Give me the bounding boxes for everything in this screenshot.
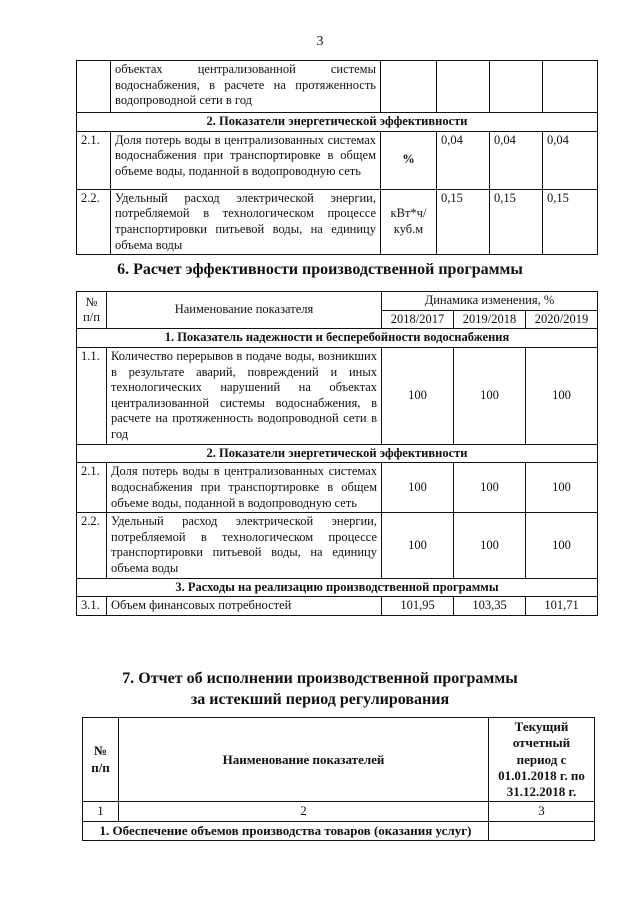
section-reliability: 1. Показатель надежности и бесперебойности водоснабжения — [77, 329, 598, 348]
section-production-volume: 1. Обеспечение объемов производства товаров (оказания услуг) — [83, 821, 489, 840]
table-row: 3.1. Объем финансовых потребностей 101,95 103,35 101,71 — [77, 597, 598, 616]
table-row: 2.2. Удельный расход электрической энергии, потребляемой в технологическом процессе транспортировки питьевой воды, на единицу объема воды кВт*ч/ куб.м 0,15 0,15 0,15 — [77, 189, 598, 255]
col-num-header: № п/п — [77, 292, 107, 329]
col-num-header: № п/п — [83, 718, 119, 802]
efficiency-table: № п/п Наименование показателя Динамика изменения, % 2018/2017 2019/2018 2020/2019 1. Показатель надежности и бесперебойности водоснабжения 1.1. Количество перерывов в подаче воды, возникших в результате аварий, повреждений и иных технологических нарушений на объектах централизованной системы водоснабжения, в расчете на протяженность водопроводной сети в год 100 100 100 2. Показатели энергетической эффективности 2.1. Доля потерь воды в централизованных системах водоснабжения при транспортировке в общем объеме воды, поданной в водопроводную сеть 100 100 100 2.2. Удельный расход электрической энергии, потребляемой в технологическом процессе транспортировки питьевой воды, на единицу объема воды 100 100 100 3. Расходы на реализацию производственной программы 3.1. Объем финансовых потребностей 101,95 103,35 101,71 — [76, 291, 598, 616]
col-name-header: Наименование показателя — [107, 292, 382, 329]
table-row: 1.1. Количество перерывов в подаче воды, возникших в результате аварий, повреждений и иных технологических нарушений на объектах централизованной системы водоснабжения, в расчете на протяженность водопроводной сети в год 100 100 100 — [77, 347, 598, 444]
table-row: 2.1. Доля потерь воды в централизованных системах водоснабжения при транспортировке в общем объеме воды, поданной в водопроводную сеть % 0,04 0,04 0,04 — [77, 131, 598, 189]
table-row: 2.2. Удельный расход электрической энергии, потребляемой в технологическом процессе транспортировки питьевой воды, на единицу объема воды 100 100 100 — [77, 513, 598, 579]
section-7-title: 7. Отчет об исполнении производственной программы за истекший период регулирования — [122, 670, 518, 708]
report-table: № п/п Наименование показателей Текущий отчетный период с 01.01.2018 г. по 31.12.2018 г. 1 2 3 1. Обеспечение объемов производства товаров (оказания услуг) — [82, 717, 595, 841]
section-expenses: 3. Расходы на реализацию производственной программы — [77, 578, 598, 597]
section-6-title: 6. Расчет эффективности производственной программы — [117, 261, 523, 278]
col-period-header: Текущий отчетный период с 01.01.2018 г. по 31.12.2018 г. — [489, 718, 595, 802]
col-name-header: Наименование показателей — [119, 718, 489, 802]
col-dynamics-header: Динамика изменения, % — [382, 292, 598, 311]
table-row: 2.1. Доля потерь воды в централизованных системах водоснабжения при транспортировке в общем объеме воды, поданной в водопроводную сеть 100 100 100 — [77, 463, 598, 513]
section-energy-efficiency: 2. Показатели энергетической эффективности — [77, 113, 598, 132]
indicators-table-continued — [76, 60, 598, 255]
page-number: 3 — [316, 34, 324, 49]
section-energy-efficiency: 2. Показатели энергетической эффективности — [77, 444, 598, 463]
continued-row-text: объектах централизованной системы водоснабжения, в расчете на протяженность водопроводной сети в год — [111, 61, 381, 113]
